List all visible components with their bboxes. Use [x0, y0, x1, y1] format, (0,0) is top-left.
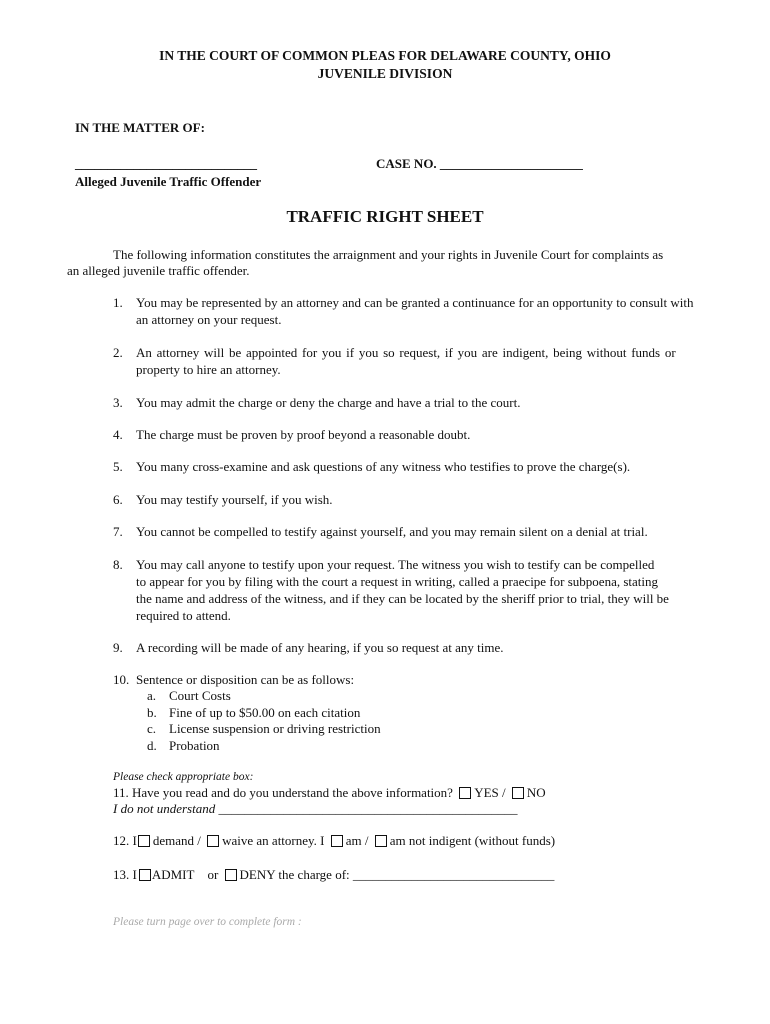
- list-item-number: 10.: [113, 672, 130, 687]
- admit-label: ADMIT: [151, 867, 195, 882]
- no-checkbox[interactable]: [512, 787, 524, 799]
- list-item-text: Sentence or disposition can be as follows:: [136, 672, 355, 687]
- am-not-indigent-checkbox[interactable]: [375, 835, 387, 847]
- list-item-text: property to hire an attorney.: [136, 362, 281, 377]
- sub-list-text: Fine of up to $50.00 on each citation: [169, 705, 361, 720]
- yes-checkbox[interactable]: [459, 787, 471, 799]
- list-item-number: 8.: [113, 557, 123, 572]
- list-item-text: The charge must be proven by proof beyond a reasonable doubt.: [136, 427, 471, 442]
- am-indigent-checkbox[interactable]: [331, 835, 343, 847]
- list-item-text: to appear for you by filing with the court a request in writing, called a praecipe for subpoena, stating: [136, 574, 658, 589]
- question-11-text: 11. Have you read and do you understand the above information?: [113, 785, 453, 800]
- list-item-text: required to attend.: [136, 608, 231, 623]
- list-item-number: 2.: [113, 345, 123, 360]
- deny-label: DENY the charge of: _______________________________: [239, 867, 555, 882]
- list-item-text: An attorney will be appointed for you if you so request, if you are indigent, being without funds or: [136, 345, 676, 360]
- or-label: or: [207, 867, 219, 882]
- case-number-field: CASE NO. ______________________: [376, 156, 583, 171]
- admit-checkbox[interactable]: [139, 869, 151, 881]
- list-item-number: 9.: [113, 640, 123, 655]
- sub-list-letter: d.: [147, 738, 157, 753]
- sub-list-text: License suspension or driving restriction: [169, 721, 381, 736]
- demand-label: demand /: [152, 833, 201, 848]
- list-item-text: You many cross-examine and ask questions of any witness who testifies to prove the charge(s).: [136, 459, 631, 474]
- offender-label: Alleged Juvenile Traffic Offender: [75, 174, 262, 189]
- sub-list-letter: a.: [147, 688, 157, 703]
- am-not-label: am not indigent (without funds): [389, 833, 556, 848]
- list-item-number: 6.: [113, 492, 123, 507]
- question-11: [113, 785, 546, 802]
- deny-checkbox[interactable]: [225, 869, 237, 881]
- sub-list-letter: c.: [147, 721, 157, 736]
- list-item-number: 5.: [113, 459, 123, 474]
- court-name-line2: JUVENILE DIVISION: [317, 66, 453, 81]
- sub-list-item: [147, 688, 231, 705]
- intro-line1: The following information constitutes the arraignment and your rights in Juvenile Court for complaints as: [113, 247, 664, 262]
- question-12: [113, 833, 555, 850]
- sub-list-item: [147, 738, 220, 755]
- sub-list-item: [147, 705, 360, 722]
- list-item-text: You may be represented by an attorney and can be granted a continuance for an opportunity to consult with: [136, 295, 694, 310]
- matter-of-label: IN THE MATTER OF:: [75, 120, 205, 135]
- list-item-text: the name and address of the witness, and if they can be located by the sheriff prior to trial, they will be: [136, 591, 669, 606]
- check-instruction: Please check appropriate box:: [113, 771, 254, 783]
- waive-checkbox[interactable]: [207, 835, 219, 847]
- am-label: am /: [345, 833, 369, 848]
- sub-list-letter: b.: [147, 705, 157, 720]
- list-item-text: You may testify yourself, if you wish.: [136, 492, 333, 507]
- no-label: NO: [526, 785, 546, 800]
- intro-line2: an alleged juvenile traffic offender.: [67, 263, 250, 278]
- list-item-text: an attorney on your request.: [136, 312, 282, 327]
- question-12-prefix: 12. I: [113, 833, 137, 848]
- sub-list-text: Probation: [169, 738, 220, 753]
- turn-page-note: Please turn page over to complete form :: [113, 916, 302, 928]
- page-title: TRAFFIC RIGHT SHEET: [286, 207, 484, 226]
- list-item-number: 3.: [113, 395, 123, 410]
- sub-list-text: Court Costs: [169, 688, 231, 703]
- list-item-text: You cannot be compelled to testify against yourself, and you may remain silent on a denial at trial.: [136, 524, 648, 539]
- waive-label: waive an attorney. I: [222, 833, 325, 848]
- list-item-number: 4.: [113, 427, 123, 442]
- list-item-text: You may admit the charge or deny the charge and have a trial to the court.: [136, 395, 521, 410]
- court-name-line1: IN THE COURT OF COMMON PLEAS FOR DELAWARE COUNTY, OHIO: [159, 48, 611, 63]
- demand-checkbox[interactable]: [138, 835, 150, 847]
- list-item-text: You may call anyone to testify upon your request. The witness you wish to testify can be compelled: [136, 557, 655, 572]
- yes-label: YES /: [474, 785, 506, 800]
- question-13: [113, 867, 554, 884]
- question-13-prefix: 13. I: [113, 867, 137, 882]
- sub-list-item: [147, 721, 381, 738]
- list-item-number: 1.: [113, 295, 123, 310]
- list-item-text: A recording will be made of any hearing, if you so request at any time.: [136, 640, 504, 655]
- list-item-number: 7.: [113, 524, 123, 539]
- offender-name-line: ____________________________: [75, 156, 257, 171]
- not-understand-line: I do not understand ______________________________________________: [113, 801, 518, 816]
